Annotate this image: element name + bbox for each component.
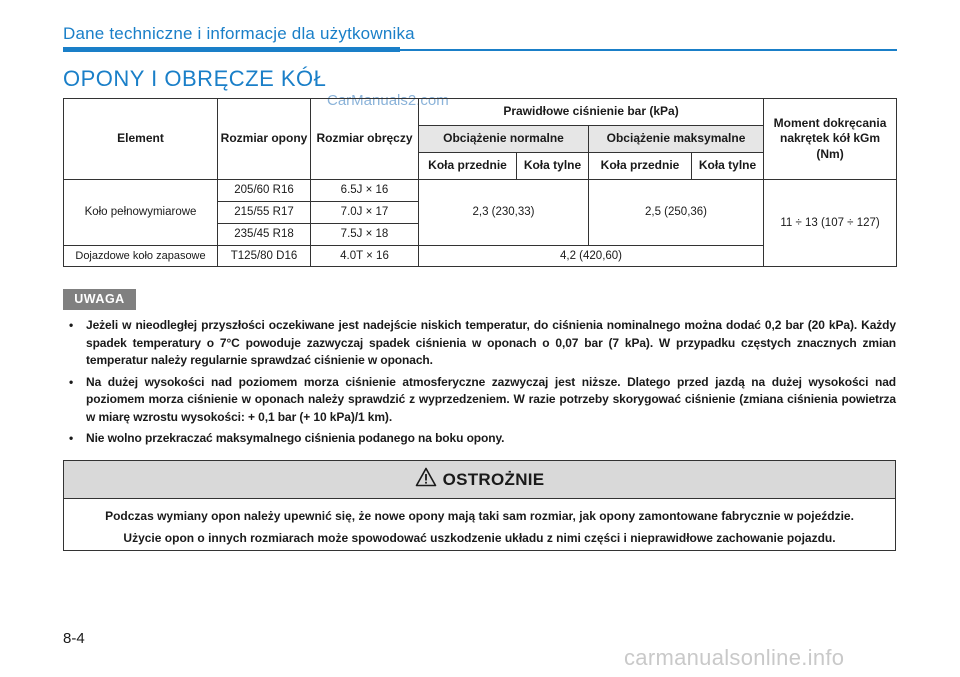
cell-tire-size: 205/60 R16 (218, 180, 311, 202)
cell-rim-size: 6.5J × 16 (311, 180, 419, 202)
notice-item (69, 317, 896, 370)
row-label-full-size: Koło pełnowymiarowe (64, 180, 218, 246)
cell-max-pressure: 2,5 (250,36) (589, 180, 764, 246)
notice-text: Jeżeli w nieodległej przyszłości oczekiwane jest nadejście niskich temperatur, do ciśnienia nominalnego można dodać 0,2 bar (20 kPa). Każdy spadek temperatury o 7°C powoduje zazwyczaj spadek ciśnienia w oponach o 0,07 bar (7 kPa). W przypadku częstych znacznych zmian temperatur należy regularnie sprawdzać ciśnienie w oponach. (86, 318, 896, 367)
caution-line: Użycie opon o innych rozmiarach może spowodować uszkodzenie układu z nimi części i nieprawidłowe zachowanie pojazdu. (123, 531, 836, 545)
bullet-icon: • (69, 374, 74, 389)
watermark-top: CarManuals2.com (327, 92, 449, 109)
header-rule-thick (63, 47, 400, 52)
page-number: 8-4 (63, 630, 85, 647)
col-header-pressure: Prawidłowe ciśnienie bar (kPa) (419, 99, 764, 126)
col-header-torque: Moment dokręcania nakrętek kół kGm (Nm) (764, 99, 897, 180)
tire-spec-table (63, 98, 897, 267)
caution-title: OSTROŻNIE (442, 469, 545, 489)
cell-rim-size: 7.5J × 18 (311, 224, 419, 246)
cell-tire-size: 215/55 R17 (218, 202, 311, 224)
col-header-load-max: Obciążenie maksymalne (589, 126, 764, 153)
section-title: OPONY I OBRĘCZE KÓŁ (63, 66, 327, 91)
row-label-spare: Dojazdowe koło zapasowe (64, 246, 218, 267)
col-header-rear-max: Koła tylne (692, 153, 764, 180)
col-header-element: Element (64, 99, 218, 180)
notice-item (69, 430, 896, 448)
caution-box (63, 460, 896, 551)
col-header-front-normal: Koła przednie (419, 153, 517, 180)
notice-badge: UWAGA (63, 289, 136, 310)
cell-spare-rim-size: 4.0T × 16 (311, 246, 419, 267)
notice-text: Nie wolno przekraczać maksymalnego ciśnienia podanego na boku opony. (86, 431, 505, 445)
notice-list (69, 317, 896, 452)
caution-header (64, 461, 895, 499)
bullet-icon: • (69, 431, 74, 445)
cell-rim-size: 7.0J × 17 (311, 202, 419, 224)
col-header-rim-size: Rozmiar obręczy (311, 99, 419, 180)
cell-normal-pressure: 2,3 (230,33) (419, 180, 589, 246)
cell-spare-pressure: 4,2 (420,60) (419, 246, 764, 267)
chapter-title: Dane techniczne i informacje dla użytkownika (63, 24, 415, 43)
header-rule-thin (400, 49, 897, 51)
cell-spare-tire-size: T125/80 D16 (218, 246, 311, 267)
warning-triangle-icon (415, 467, 437, 492)
col-header-load-normal: Obciążenie normalne (419, 126, 589, 153)
caution-line: Podczas wymiany opon należy upewnić się, że nowe opony mają taki sam rozmiar, jak opony zamontowane fabrycznie w pojeździe. (105, 509, 854, 523)
caution-body (64, 499, 895, 549)
watermark-bottom: carmanualsonline.info (624, 645, 845, 670)
cell-tire-size: 235/45 R18 (218, 224, 311, 246)
notice-text: Na dużej wysokości nad poziomem morza ciśnienie atmosferyczne zazwyczaj jest niższe. Dlatego przed jazdą na dużej wysokości nad poziomem morza ciśnienie w oponach należy sprawdzić z wyprzedzeniem. W razie potrzeby skorygować ciśnienie (zmiana ciśnienia powietrza w miarę wzrostu wysokości: + 0,1 bar (+ 10 kPa)/1 km). (86, 374, 896, 424)
notice-item (69, 374, 896, 427)
col-header-tire-size: Rozmiar opony (218, 99, 311, 180)
cell-torque: 11 ÷ 13 (107 ÷ 127) (764, 180, 897, 267)
col-header-rear-normal: Koła tylne (517, 153, 589, 180)
bullet-icon: • (69, 318, 74, 332)
col-header-front-max: Koła przednie (589, 153, 692, 180)
